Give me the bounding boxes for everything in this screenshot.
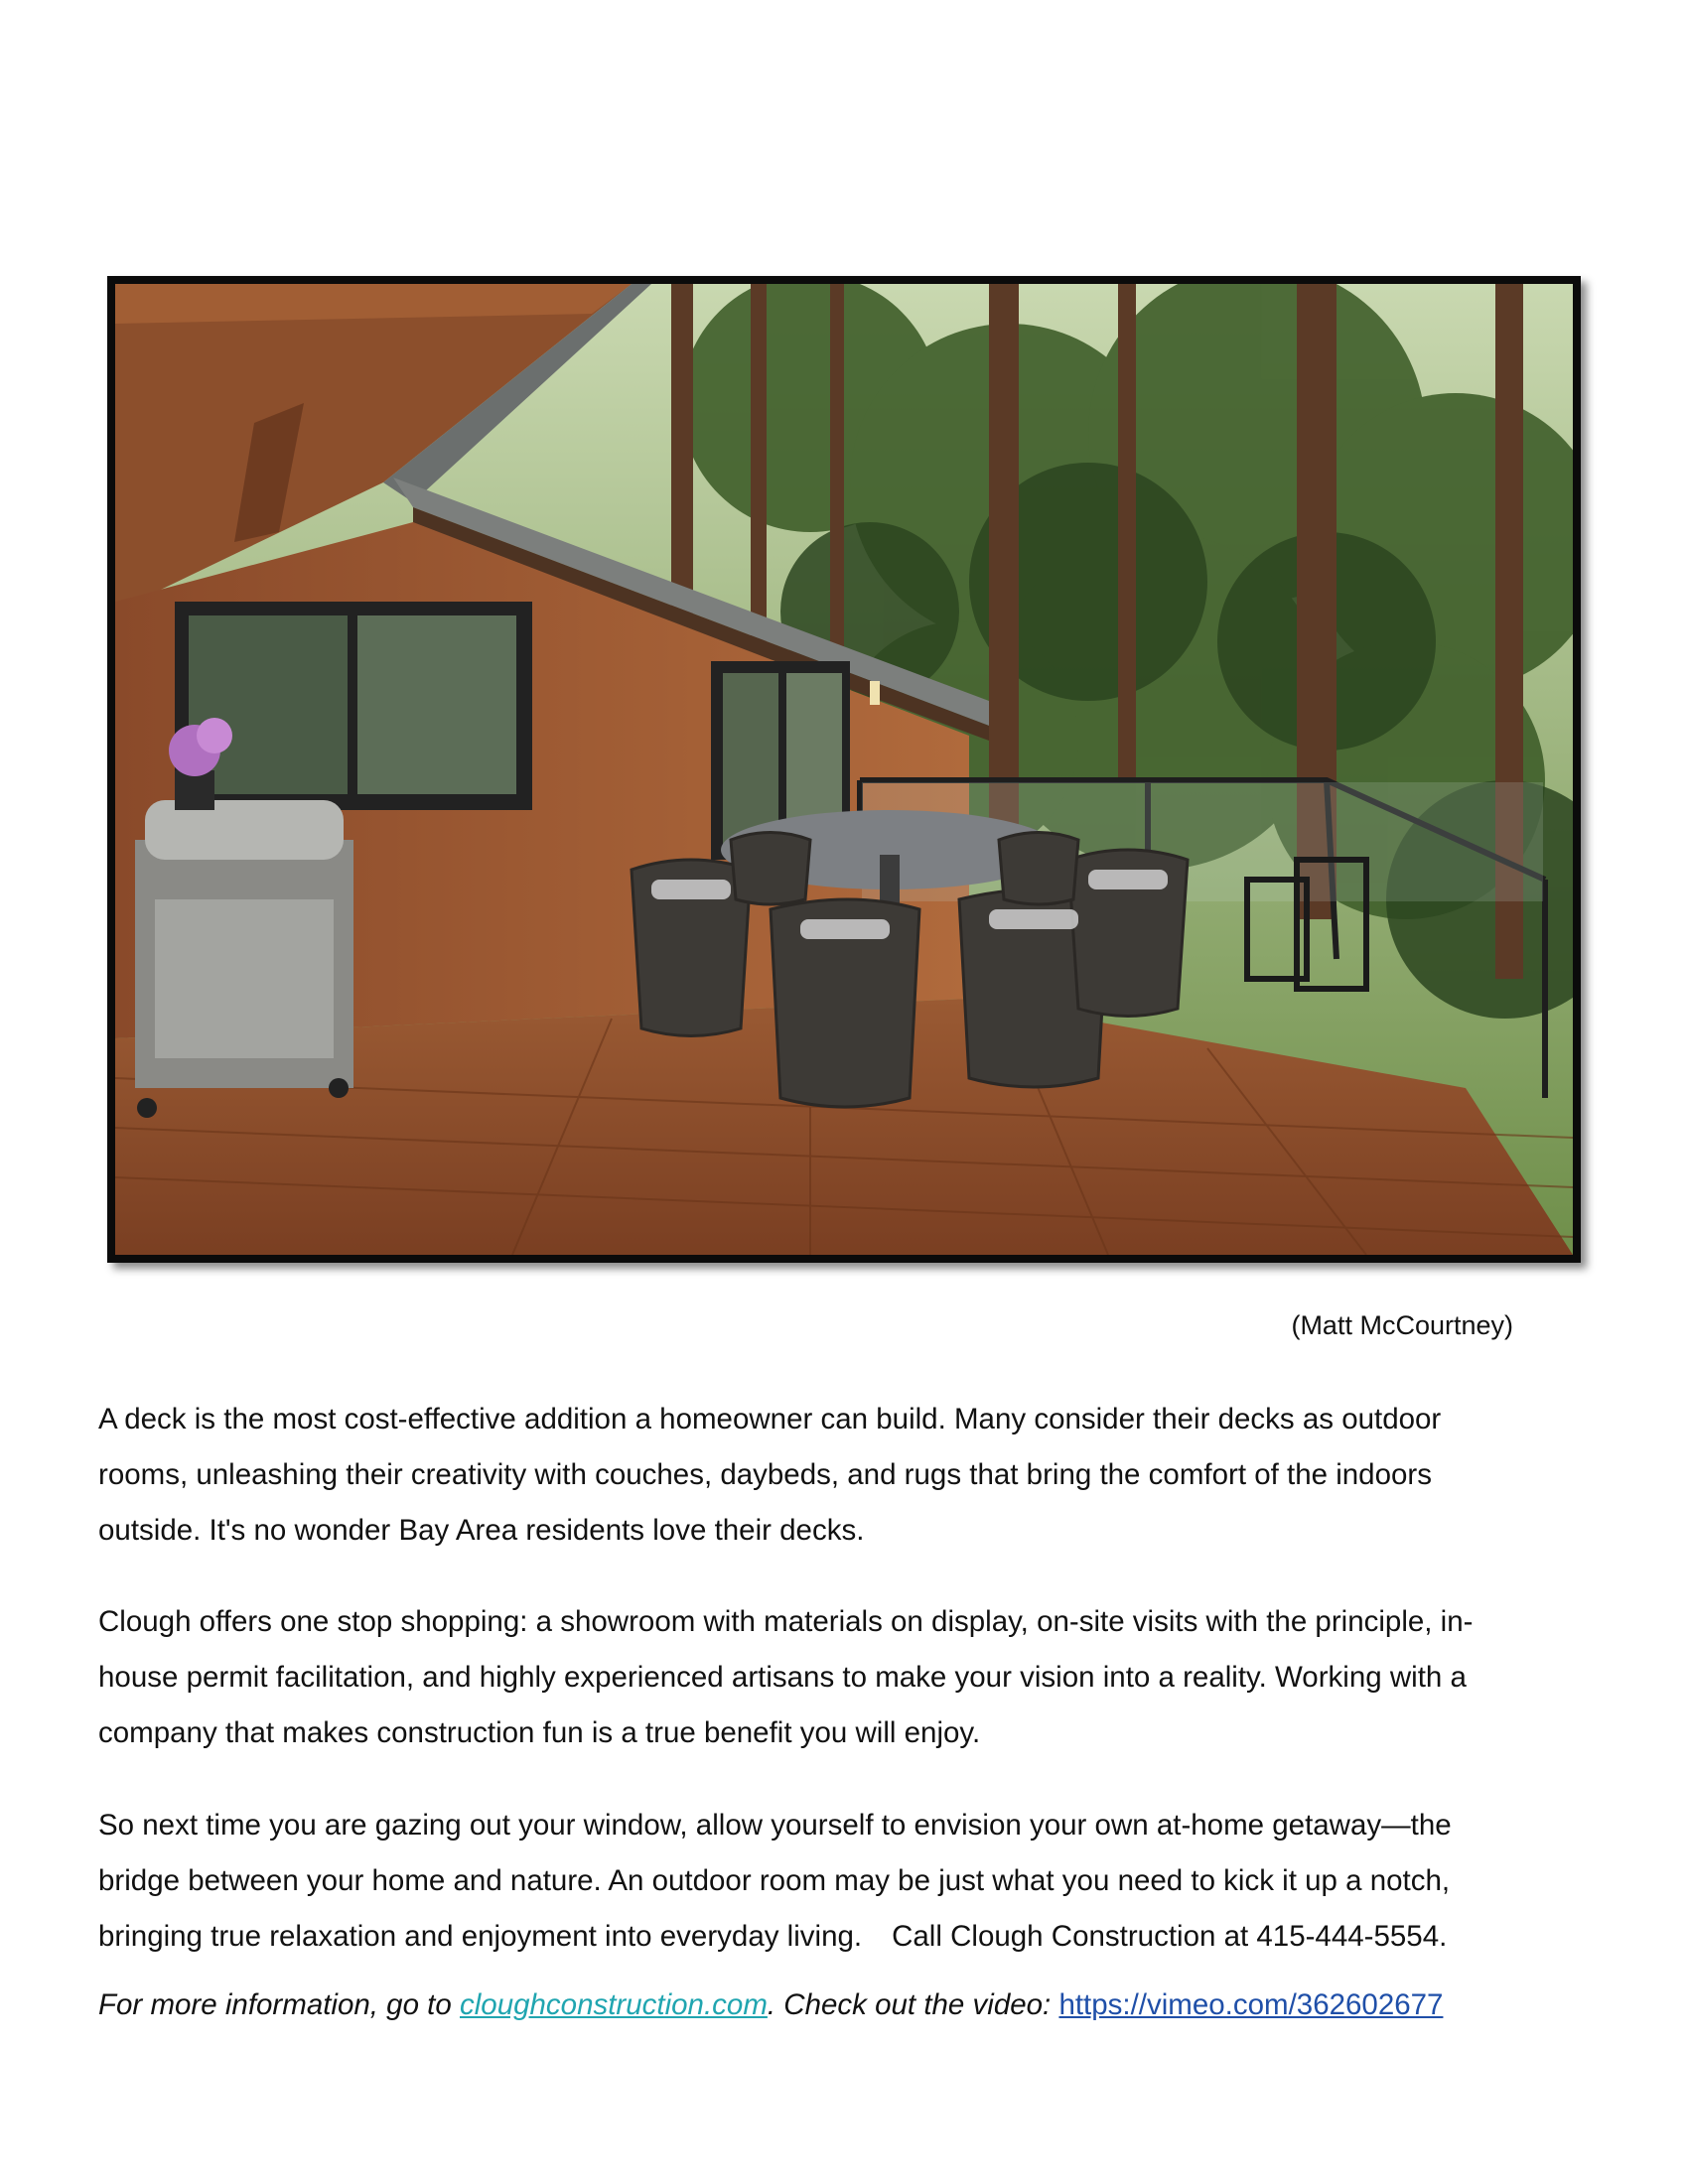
more-info-line bbox=[98, 1985, 1588, 2025]
call-to-action: Call Clough Construction at 415-444-5554. bbox=[892, 1920, 1448, 1953]
more-info-lead: For more information, go to bbox=[98, 1988, 460, 2021]
deck-photo bbox=[107, 276, 1581, 1263]
paragraph-clough-offers: Clough offers one stop shopping: a showroom with materials on display, on-site visits with the principle, in-house permit facilitation, and highly experienced artisans to make your vision into a reality. Working with a company that makes construction fun is a true benefit you will enjoy. bbox=[98, 1605, 1474, 1749]
paragraph-next-time bbox=[98, 1798, 1538, 1965]
photo-credit: (Matt McCourtney) bbox=[1291, 1310, 1513, 1340]
paragraph-next-time-text: So next time you are gazing out your window, allow yourself to envision your own at-home getaway—the bridge between your home and nature. An outdoor room may be just what you need to kick it up a notch, bringing true relaxation and enjoyment into everyday living. bbox=[98, 1809, 1452, 1953]
paragraph-deck-intro: A deck is the most cost-effective addition a homeowner can build. Many consider their decks as outdoor rooms, unleashing their creativity with couches, daybeds, and rugs that bring the comfort of the indoors outside. It's no wonder Bay Area residents love their decks. bbox=[98, 1403, 1442, 1547]
website-link[interactable]: cloughconstruction.com bbox=[459, 1988, 768, 2021]
deck-photo-image bbox=[115, 284, 1573, 1255]
video-link[interactable]: https://vimeo.com/362602677 bbox=[1058, 1988, 1444, 2021]
more-info-middle: . Check out the video: bbox=[767, 1988, 1059, 2021]
